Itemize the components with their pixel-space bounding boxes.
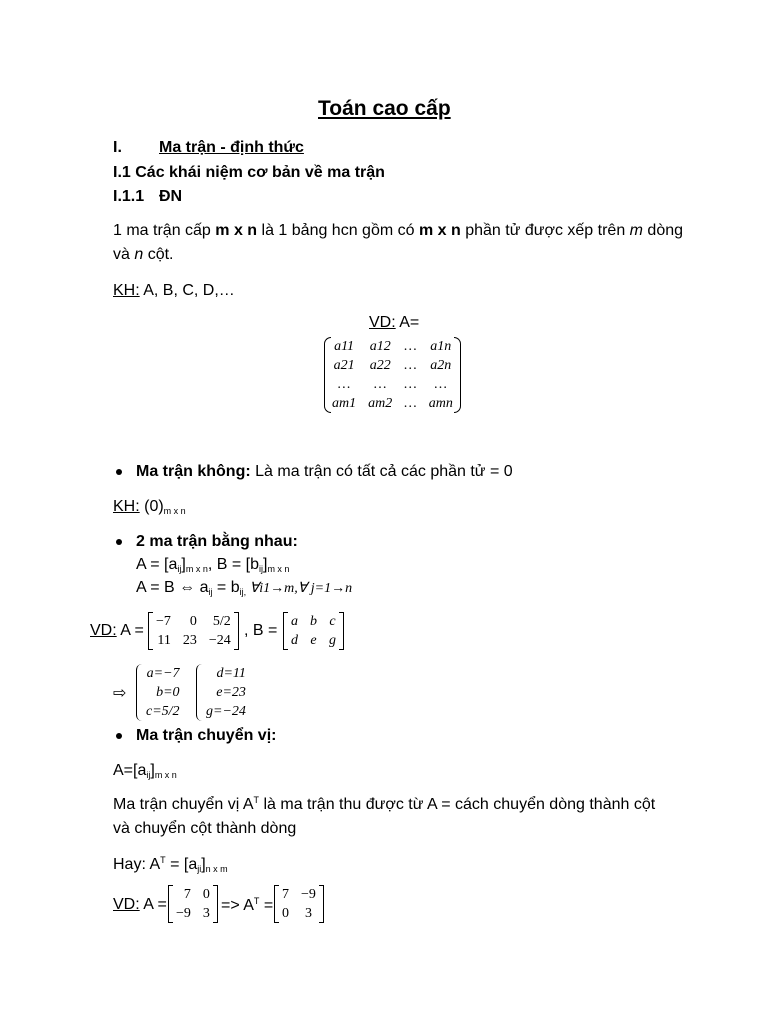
- matrix-cell: c: [329, 614, 336, 629]
- vd-sup: T: [253, 896, 260, 906]
- matrix-cell: −9: [176, 906, 191, 921]
- equal-matrices-condition-line: [136, 579, 352, 597]
- vd-text: A=: [395, 314, 420, 331]
- eq-text: ]: [181, 556, 186, 573]
- matrix-cell: a1n: [430, 339, 452, 354]
- tr-sub: ji: [197, 864, 202, 874]
- bracket-left: [148, 612, 153, 650]
- matrix-row: [200, 702, 252, 721]
- example-3-transpose-label: [221, 896, 273, 915]
- matrix-cell: …: [404, 377, 417, 392]
- matrix-row: [140, 664, 186, 683]
- implies-arrow: ⇨: [113, 685, 127, 702]
- vd-label: VD:: [90, 622, 117, 639]
- vd-label: VD:: [113, 896, 140, 913]
- vd-label: VD:: [369, 314, 396, 331]
- matrix-cell: 7: [282, 887, 289, 902]
- bullet: [116, 469, 122, 475]
- matrix-cell: −9: [301, 887, 316, 902]
- section-i11-number: I.1.1: [113, 188, 145, 205]
- eq-text: = b: [212, 579, 240, 596]
- page-title: Toán cao cấp: [318, 97, 451, 120]
- matrix-cell: …: [434, 377, 447, 392]
- def-text: là 1 bảng hcn gồm có: [257, 222, 419, 239]
- matrix-cell: amn: [428, 396, 453, 411]
- def-text: phần tử được xếp trên: [460, 222, 630, 239]
- zero-matrix-term: Ma trận không:: [136, 463, 251, 480]
- matrix-cell: e=23: [216, 685, 246, 700]
- matrix-cell: 5/2: [212, 614, 231, 629]
- eq-quantifier: ∀i1→m,∀ j=1→n: [246, 581, 353, 596]
- matrix-cell: …: [337, 377, 351, 392]
- bracket-right: [213, 885, 218, 923]
- matrix-a-example-2: [150, 612, 237, 650]
- section-i-number: I.: [113, 139, 122, 156]
- transpose-term: Ma trận chuyển vị:: [136, 727, 277, 744]
- matrix-cell: 3: [304, 906, 312, 921]
- matrix-cell: a22: [369, 358, 391, 373]
- bracket-right: [319, 885, 324, 923]
- transpose-hay-line: [113, 855, 228, 874]
- matrix-cell: 0: [202, 887, 210, 902]
- matrix-general: [326, 337, 459, 413]
- section-i11-title: ĐN: [159, 188, 183, 205]
- matrix-row: [140, 702, 186, 721]
- tr-sup: T: [160, 855, 166, 865]
- matrix-cell: …: [373, 377, 387, 392]
- kh-label: KH:: [113, 282, 140, 299]
- system-deg: [200, 664, 252, 721]
- tr-text: ]: [150, 762, 155, 779]
- definition-line-1: [113, 222, 683, 240]
- matrix-cell: −7: [156, 614, 171, 629]
- vd-text: =: [259, 897, 274, 914]
- matrix-row: [276, 885, 322, 904]
- eq-text: A = B ⇔ a: [136, 579, 209, 596]
- section-i-title: Ma trận - định thức: [159, 139, 304, 156]
- matrix-row: [285, 612, 342, 631]
- example-2-b-label: , B =: [244, 622, 278, 639]
- bracket-right: [234, 612, 239, 650]
- paren-left: [324, 337, 331, 413]
- kh-label: KH:: [113, 498, 140, 515]
- matrix-row: [200, 664, 252, 683]
- matrix-row: [170, 885, 216, 904]
- eq-sub: m x n: [267, 564, 290, 574]
- matrix-row: [326, 356, 459, 375]
- matrix-row: [326, 394, 459, 413]
- tr-text: = [a: [165, 856, 198, 873]
- matrix-cell: a=−7: [146, 666, 180, 681]
- matrix-row: [200, 683, 252, 702]
- matrix-cell: b=0: [156, 685, 180, 700]
- eq-text: , B = [b: [207, 556, 259, 573]
- kh-text: A, B, C, D,…: [139, 282, 235, 299]
- matrix-cell: …: [404, 339, 417, 354]
- matrix-cell: g=−24: [206, 704, 246, 719]
- def-text: và: [113, 246, 135, 263]
- eq-sub: ij: [258, 564, 263, 574]
- tr-text: là ma trận thu được từ A = cách chuyển dòng thành cột: [259, 796, 656, 813]
- eq-sub: ij,: [239, 587, 247, 597]
- example-3-a-label: [113, 896, 167, 914]
- vd-text: A =: [139, 896, 167, 913]
- matrix-row: [170, 904, 216, 923]
- zero-notation-line: [113, 498, 186, 516]
- eq-sub: m x n: [185, 564, 208, 574]
- matrix-cell: e: [310, 633, 317, 648]
- tr-sub: m x n: [154, 770, 177, 780]
- def-italic-n: n: [134, 246, 144, 263]
- matrix-cell: 0: [282, 906, 289, 921]
- matrix-cell: am1: [332, 396, 357, 411]
- def-text: dòng: [642, 222, 684, 239]
- vd-text: => A: [221, 897, 254, 914]
- example-2-a-label: [90, 622, 144, 640]
- matrix-cell: a2n: [430, 358, 452, 373]
- matrix-row: [140, 683, 186, 702]
- section-i1-title: I.1 Các khái niệm cơ bản về ma trận: [113, 164, 385, 181]
- tr-text: Ma trận chuyển vị A: [113, 796, 254, 813]
- eq-sub: ij: [177, 564, 182, 574]
- bracket-right: [339, 612, 344, 650]
- eq-text: ]: [262, 556, 268, 573]
- tr-sub: n x m: [205, 864, 228, 874]
- matrix-cell: a21: [333, 358, 355, 373]
- brace-left: [136, 664, 142, 721]
- definition-line-2: [113, 246, 173, 264]
- kh-subscript: m x n: [163, 506, 186, 516]
- matrix-cell: a: [291, 614, 298, 629]
- transpose-desc-line-1: [113, 795, 655, 814]
- bracket-left: [274, 885, 279, 923]
- matrix-cell: a12: [369, 339, 391, 354]
- matrix-at-example-3: [276, 885, 322, 923]
- matrix-cell: c=5/2: [146, 704, 180, 719]
- matrix-row: [150, 631, 237, 650]
- def-text: 1 ma trận cấp: [113, 222, 216, 239]
- tr-text: Hay: A: [113, 856, 161, 873]
- matrix-cell: 0: [189, 614, 197, 629]
- transpose-desc-line-2: và chuyển cột thành dòng: [113, 820, 297, 837]
- system-abc: [140, 664, 186, 721]
- matrix-cell: …: [404, 358, 417, 373]
- zero-matrix-text: Là ma trận có tất cả các phần tử = 0: [250, 463, 513, 480]
- zero-matrix-line: [136, 463, 513, 481]
- vd-text: A =: [116, 622, 144, 639]
- def-italic-m: m: [629, 222, 643, 239]
- matrix-cell: 23: [182, 633, 197, 648]
- matrix-cell: 11: [157, 633, 171, 648]
- bullet: [116, 539, 122, 545]
- paren-right: [454, 337, 461, 413]
- kh-text: (0): [139, 498, 164, 515]
- transpose-def-line: [113, 762, 177, 780]
- matrix-cell: b: [310, 614, 317, 629]
- matrix-a-example-3: [170, 885, 216, 923]
- tr-sub: ij: [146, 770, 151, 780]
- matrix-cell: …: [404, 396, 417, 411]
- equal-matrices-def-line: [136, 556, 289, 574]
- bracket-left: [168, 885, 173, 923]
- matrix-cell: 7: [183, 887, 191, 902]
- matrix-row: [285, 631, 342, 650]
- matrix-cell: −24: [208, 633, 231, 648]
- bracket-left: [283, 612, 288, 650]
- example-1-label: [369, 314, 419, 332]
- matrix-row: [326, 375, 459, 394]
- def-text: cột.: [143, 246, 174, 263]
- matrix-cell: 3: [202, 906, 210, 921]
- equal-matrices-term: 2 ma trận bằng nhau:: [136, 533, 298, 550]
- tr-text: A=[a: [113, 762, 147, 779]
- matrix-row: [150, 612, 237, 631]
- bullet: [116, 733, 122, 739]
- matrix-cell: a11: [334, 339, 355, 354]
- def-bold-mxn: m x n: [418, 222, 461, 239]
- matrix-cell: d=11: [216, 666, 246, 681]
- eq-text: A = [a: [136, 556, 178, 573]
- matrix-cell: am2: [368, 396, 393, 411]
- matrix-b-example-2: [285, 612, 342, 650]
- matrix-cell: d: [291, 633, 298, 648]
- brace-left: [196, 664, 202, 721]
- matrix-row: [276, 904, 322, 923]
- tr-sup: T: [253, 795, 260, 805]
- tr-text: ]: [201, 856, 206, 873]
- matrix-cell: g: [329, 633, 336, 648]
- matrix-row: [326, 337, 459, 356]
- def-bold-mxn: m x n: [215, 222, 258, 239]
- eq-sub: ij: [208, 587, 213, 597]
- notation-line: [113, 282, 235, 300]
